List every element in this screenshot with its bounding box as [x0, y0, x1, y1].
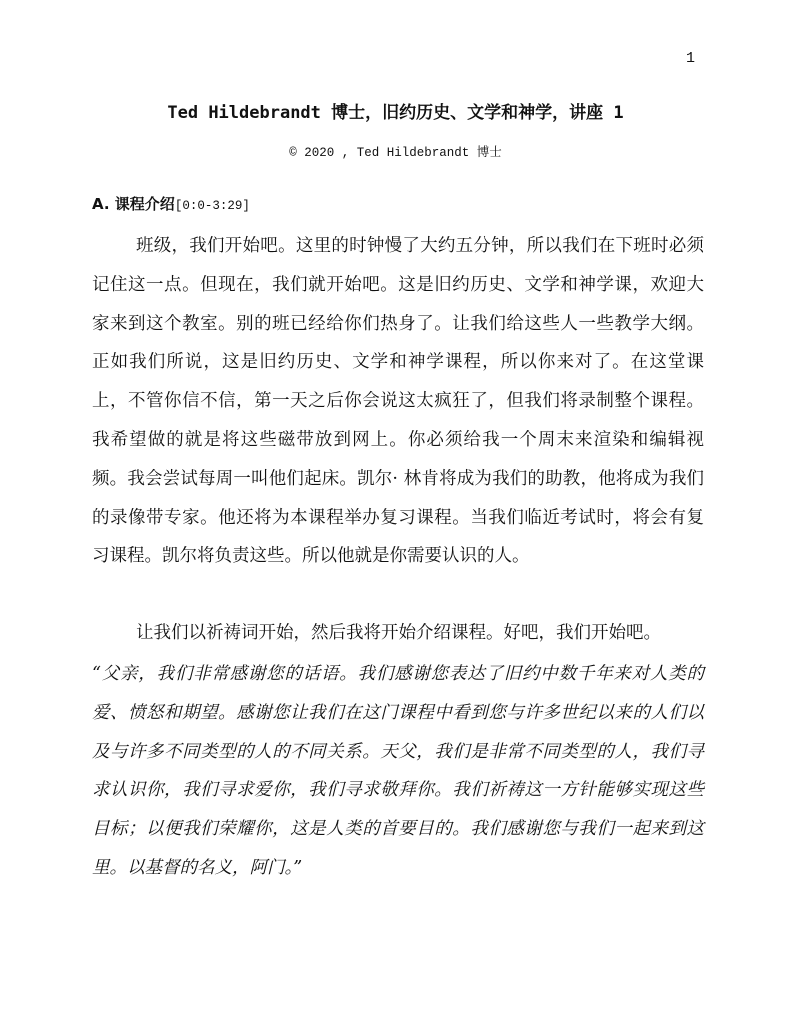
- section-heading: [92, 193, 250, 214]
- copyright-line: © 2020 , Ted Hildebrandt 博士: [289, 146, 502, 160]
- prayer-intro-paragraph: 让我们以祈祷词开始，然后我将开始介绍课程。好吧，我们开始吧。: [136, 623, 661, 643]
- document-title: Ted Hildebrandt 博士，旧约历史、文学和神学，讲座 1: [167, 103, 624, 123]
- section-title: A. 课程介绍: [92, 195, 175, 213]
- page-number: 1: [685, 50, 695, 67]
- intro-paragraph: 班级，我们开始吧。这里的时钟慢了大约五分钟，所以我们在下班时必须记住这一点。但现在，我们就开始吧。这是旧约历史、文学和神学课，欢迎大家来到这个教室。别的班已经给你们热身了。让我们给这些人一些教学大纲。正如我们所说，这是旧约历史、文学和神学课程，所以你来对了。在这堂课上，不管你信不信，第一天之后你会说这太疯狂了，但我们将录制整个课程。我希望做的就是将这些磁带放到网上。你必须给我一个周末来渲染和编辑视频。我会尝试每周一叫他们起床。凯尔· 林肯将成为我们的助教，他将成为我们的录像带专家。他还将为本课程举办复习课程。当我们临近考试时，将会有复习课程。凯尔将负责这些。所以他就是你需要认识的人。: [92, 236, 704, 567]
- section-timestamp: [0:0-3:29]: [174, 199, 250, 213]
- prayer-paragraph: “父亲，我们非常感谢您的话语。我们感谢您表达了旧约中数千年来对人类的爱、愤怒和期望。感谢您让我们在这门课程中看到您与许多世纪以来的人们以及与许多不同类型的人的不同关系。天父，我们是非常不同类型的人，我们寻求认识你，我们寻求爱你，我们寻求敬拜你。我们祈祷这一方针能够实现这些目标；以便我们荣耀你，这是人类的首要目的。我们感谢您与我们一起来到这里。以基督的名义，阿门。”: [92, 664, 704, 878]
